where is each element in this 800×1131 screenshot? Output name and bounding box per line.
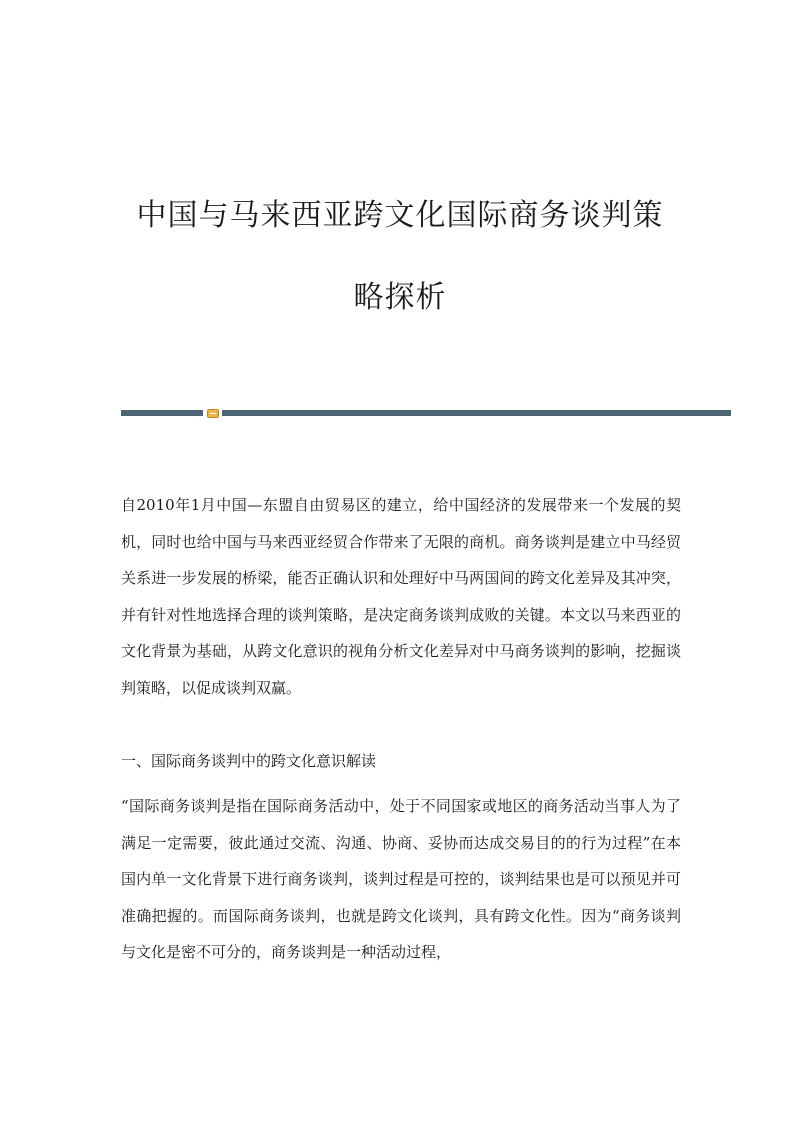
divider-bar-left: [121, 410, 203, 416]
document-title-line-1: 中国与马来西亚跨文化国际商务谈判策: [136, 198, 664, 233]
body-paragraph-2: “国际商务谈判是指在国际商务活动中，处于不同国家或地区的商务活动当事人为了满足一定需要，彼此通过交流、沟通、协商、妥协而达成交易目的的行为过程”在本国内单一文化背景下进行商务谈判，谈判过程是可控的，谈判结果也是可以预见并可准确把握的。而国际商务谈判，也就是跨文化谈判，具有跨文化性。因为“商务谈判与文化是密不可分的，商务谈判是一种活动过程，: [121, 797, 681, 961]
body-paragraph-1: 自2010年1月中国—东盟自由贸易区的建立，给中国经济的发展带来一个发展的契机，同时也给中国与马来西亚经贸合作带来了无限的商机。商务谈判是建立中马经贸关系进一步发展的桥梁，能否正确认识和处理好中马两国间的跨文化差异及其冲突，并有针对性地选择合理的谈判策略，是决定商务谈判成败的关键。本文以马来西亚的文化背景为基础，从跨文化意识的视角分析文化差异对中马商务谈判的影响，挖掘谈判策略，以促成谈判双赢。: [121, 496, 681, 697]
document-title-line-2: 略探析: [353, 280, 447, 315]
title-divider: [121, 409, 731, 417]
divider-ornament-icon: [207, 409, 219, 418]
divider-bar-right: [222, 410, 731, 416]
section-heading-1: 一、国际商务谈判中的跨文化意识解读: [121, 752, 377, 770]
